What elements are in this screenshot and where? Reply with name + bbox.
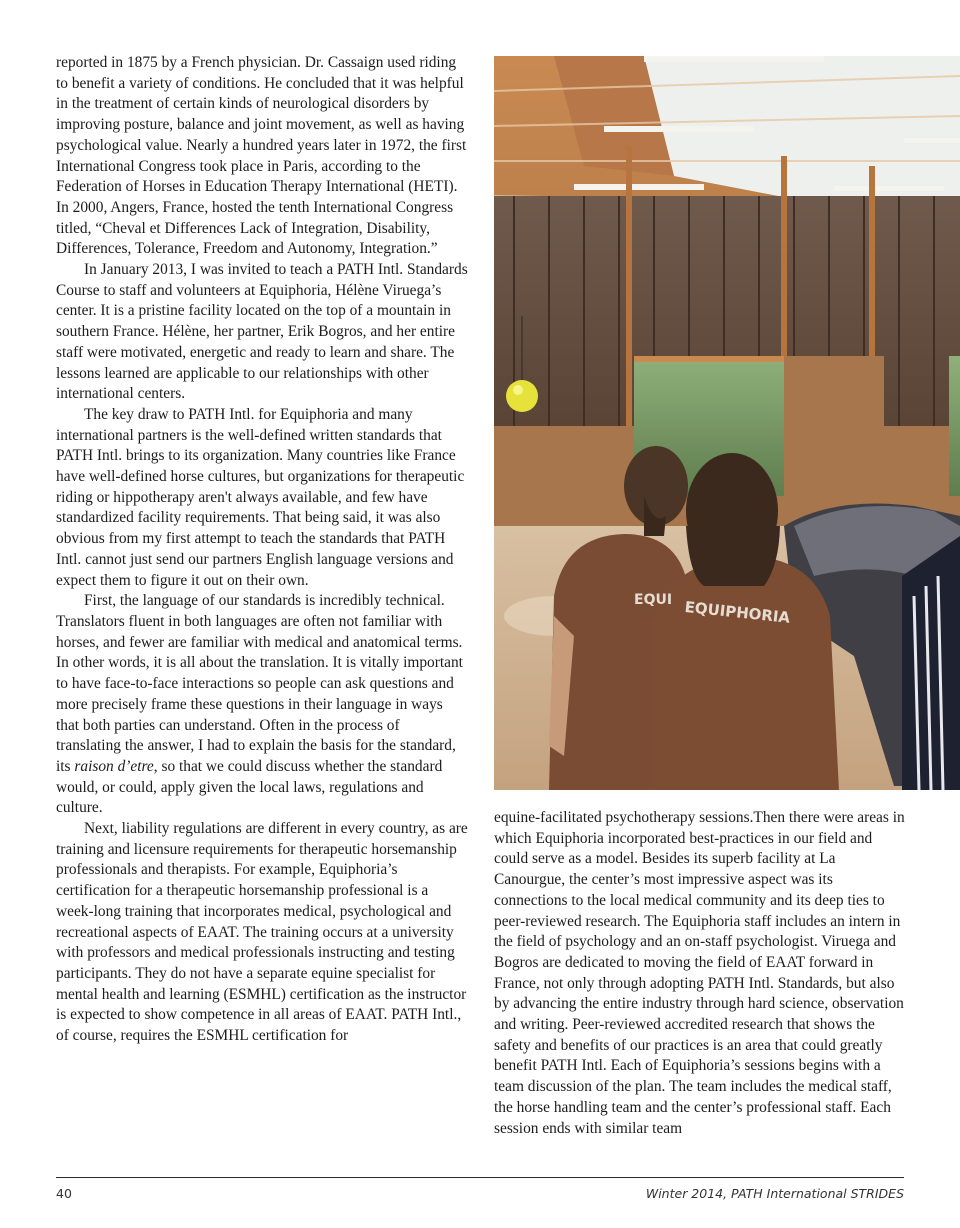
shirt-text-front: EQUIPHORIA	[683, 597, 791, 627]
paragraph-5: Next, liability regulations are different in every country, as are training and licensure requirements for therapeutic horsemanship professionals and therapists. For example, Equiphoria’s certification for a therapeutic horsemanship professional is a week-long training that incorporates medical, psychological and recreational aspects of EAAT. The training occurs at a university with professors and medical professionals instructing and testing participants. They do not have a separate equine specialist for mental health and learning (ESMHL) certification as the instructor is expected to show competence in all areas of EAAT. PATH Intl., of course, requires the ESMHL certification for	[56, 820, 468, 1045]
paragraph-4-text-b: , so that we could discuss whether the standard would, or could, apply given the local laws, regulations and culture.	[56, 757, 443, 817]
paragraph-4-text-a: First, the language of our standards is incredibly technical. Translators fluent in both languages are often not familiar with horses, and fewer are familiar with medical and anatomical terms. In other words, it is all about the translation. It is vitally important to have face-to-face interactions so people can ask questions and more precisely frame these questions in their language in ways that both parties can understand. Often in the process of translating the answer, I had to explain the basis for the standard, its	[56, 592, 463, 775]
shirt-text-back: EQUI	[634, 592, 673, 608]
page-number: 40	[56, 1186, 72, 1201]
arena-photo-illustration	[494, 56, 960, 790]
left-text-column	[56, 53, 468, 1047]
paragraph-6: equine-facilitated psychotherapy sessions.Then there were areas in which Equiphoria incorporated best-practices in our field and could serve as a model. Besides its superb facility at La Canourgue, the center’s most impressive aspect was its connections to the local medical community and its deep ties to peer-reviewed research. The Equiphoria staff includes an intern in the field of psychology and an on-staff psychologist. Viruega and Bogros are dedicated to moving the field of EAAT forward in France, not only through adopting PATH Intl. Standards, but also by advancing the entire industry through hard science, observation and writing. Peer-reviewed accredited research that shows the safety and benefits of our practices is an area that could greatly benefit PATH Intl. Each of Equiphoria’s sessions begins with a team discussion of the plan. The team includes the medical staff, the horse handling team and the center’s professional staff. Each session ends with similar team	[494, 809, 905, 1137]
paragraph-4	[56, 591, 468, 819]
running-footer: Winter 2014, PATH International STRIDES	[645, 1186, 904, 1201]
paragraph-1: reported in 1875 by a French physician. Dr. Cassaign used riding to benefit a variety of conditions. He concluded that it was helpful in the treatment of certain kinds of neurological disorders by improving posture, balance and joint movement, as well as having psychological value. Nearly a hundred years later in 1972, the first International Congress took place in Paris, according to the Federation of Horses in Education Therapy International (HETI). In 2000, Angers, France, hosted the tenth International Congress titled, “Cheval et Differences Lack of Integration, Disability, Differences, Tolerance, Freedom and Autonomy, Integration.”	[56, 54, 467, 258]
paragraph-3: The key draw to PATH Intl. for Equiphoria and many international partners is the well-defined written standards that PATH Intl. brings to its organization. Many countries like France have well-defined horse cultures, but organizations for therapeutic riding or hippotherapy aren't always available, and few have standardized facility requirements. That being said, it was also obvious from my first attempt to teach the standards that PATH Intl. cannot just send our partners English language versions and expect them to figure it out on their own.	[56, 405, 465, 589]
paragraph-2: In January 2013, I was invited to teach a PATH Intl. Standards Course to staff and volunteers at Equiphoria, Hélène Viruega’s center. It is a pristine facility located on the top of a mountain in southern France. Hélène, her partner, Erik Bogros, and her entire staff were motivated, energetic and ready to learn and share. The lessons learned are applicable to our relationships with other international centers.	[56, 261, 468, 403]
footer-divider	[56, 1177, 904, 1178]
article-photo	[494, 56, 960, 790]
raison-detre-italic: raison d’etre	[74, 757, 154, 775]
right-text-column	[494, 808, 908, 1139]
